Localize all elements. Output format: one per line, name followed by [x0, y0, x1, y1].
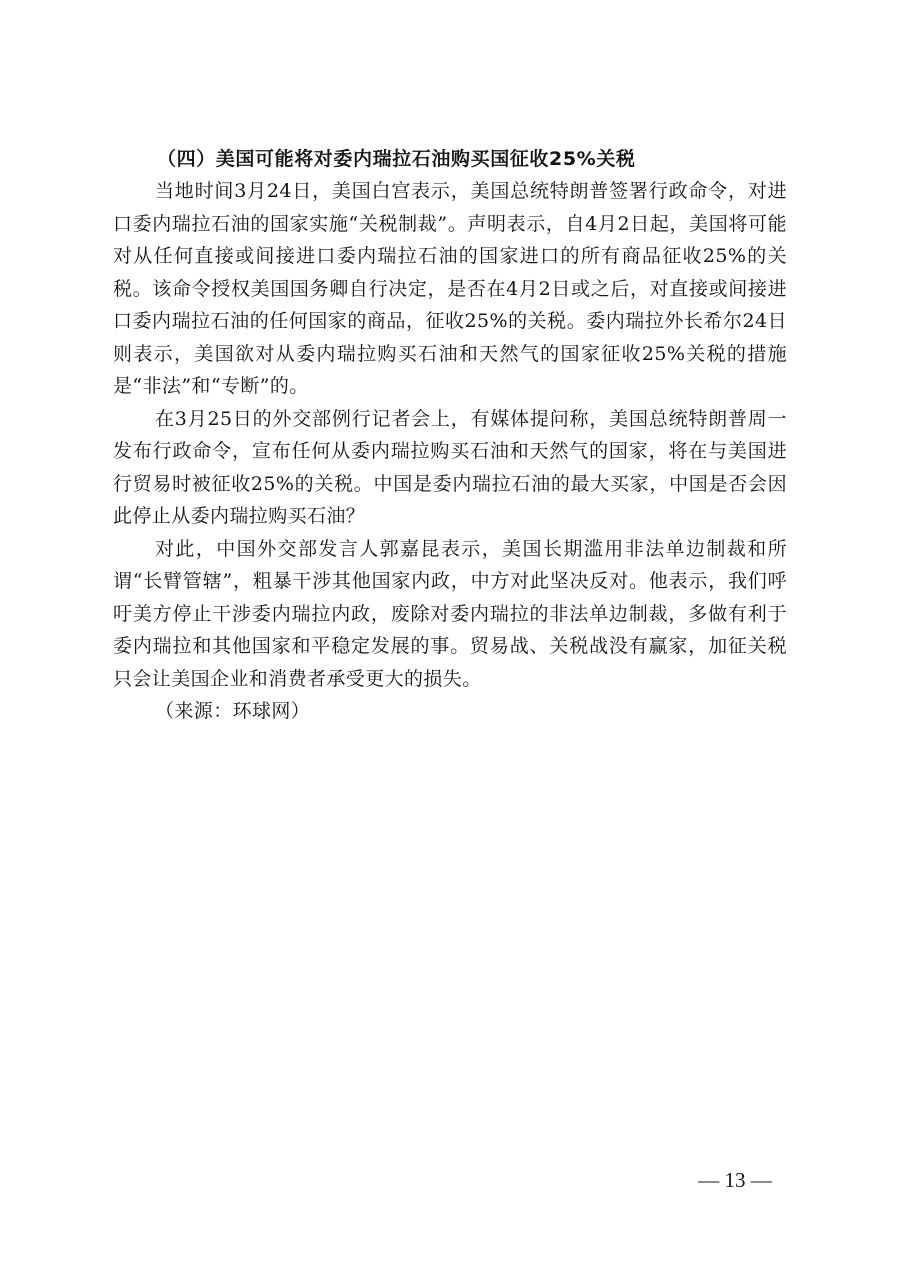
source-note: （来源：环球网） [155, 700, 311, 722]
section-heading: （四）美国可能将对委内瑞拉石油购买国征收25%关税 [157, 148, 636, 170]
article-body [113, 143, 787, 728]
paragraph-2: 在3月25日的外交部例行记者会上，有媒体提问称，美国总统特朗普周一发布行政命令，宣布任何从委内瑞拉购买石油和天然气的国家，将在与美国进行贸易时被征收25%的关税。中国是委内瑞拉石油的最大买家，中国是否会因此停止从委内瑞拉购买石油？ [113, 407, 787, 527]
paragraph-1: 当地时间3月24日，美国白宫表示，美国总统特朗普签署行政命令，对进口委内瑞拉石油的国家实施“关税制裁”。声明表示，自4月2日起，美国将可能对从任何直接或间接进口委内瑞拉石油的国家进口的所有商品征收25%的关税。该命令授权美国国务卿自行决定，是否在4月2日或之后，对直接或间接进口委内瑞拉石油的任何国家的商品，征收25%的关税。委内瑞拉外长希尔24日则表示，美国欲对从委内瑞拉购买石油和天然气的国家征收25%关税的措施是“非法”和“专断”的。 [113, 180, 787, 397]
paragraph-3: 对此，中国外交部发言人郭嘉昆表示，美国长期滥用非法单边制裁和所谓“长臂管辖”，粗暴干涉其他国家内政，中方对此坚决反对。他表示，我们呼吁美方停止干涉委内瑞拉内政，废除对委内瑞拉的非法单边制裁，多做有利于委内瑞拉和其他国家和平稳定发展的事。贸易战、关税战没有赢家，加征关税只会让美国企业和消费者承受更大的损失。 [113, 537, 787, 690]
page-number: — 13 — [698, 1168, 772, 1192]
